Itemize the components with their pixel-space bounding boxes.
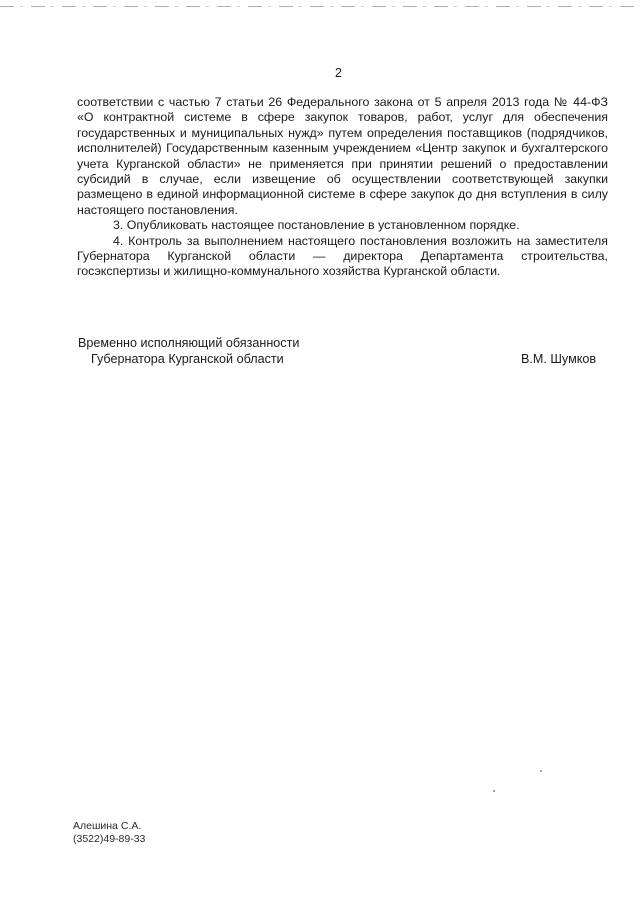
scan-speck	[493, 790, 495, 792]
scan-speck	[540, 770, 542, 772]
page-number: 2	[335, 66, 342, 80]
paragraph-continuation: соответствии с частью 7 статьи 26 Федерального закона от 5 апреля 2013 года № 44-ФЗ «О контрактной системе в сфере закупок товаров, работ, услуг для обеспечения государственных и муниципальных нужд» путем определения поставщиков (подрядчиков, исполнителей) Государственным казенным учреждением «Центр закупок и бухгалтерского учета Курганской области» не применяется при принятии решений о предоставлении субсидий в случае, если извещение об осуществлении соответствующей закупки размещено в единой информационной системе в сфере закупок до дня вступления в силу настоящего постановления.	[77, 95, 608, 217]
scan-artifact-line	[0, 6, 640, 7]
signatory-name: В.М. Шумков	[521, 352, 597, 366]
paragraph-item-4: 4. Контроль за выполнением настоящего постановления возложить на заместителя Губернатора Курганской области — директора Департамента строительства, госэкспертизы и жилищно-коммунального хозяйства Курганской области.	[77, 233, 608, 279]
executor-phone: (3522)49-89-33	[73, 833, 146, 845]
document-body	[77, 95, 608, 280]
signatory-title	[78, 335, 299, 367]
executor-footer	[73, 820, 145, 846]
executor-name: Алешина С.А.	[73, 820, 142, 832]
paragraph-item-3: 3. Опубликовать настоящее постановление в установленном порядке.	[113, 218, 520, 233]
signatory-title-line-1: Временно исполняющий обязанности	[78, 336, 300, 350]
signatory-title-line-2: Губернатора Курганской области	[91, 352, 284, 366]
